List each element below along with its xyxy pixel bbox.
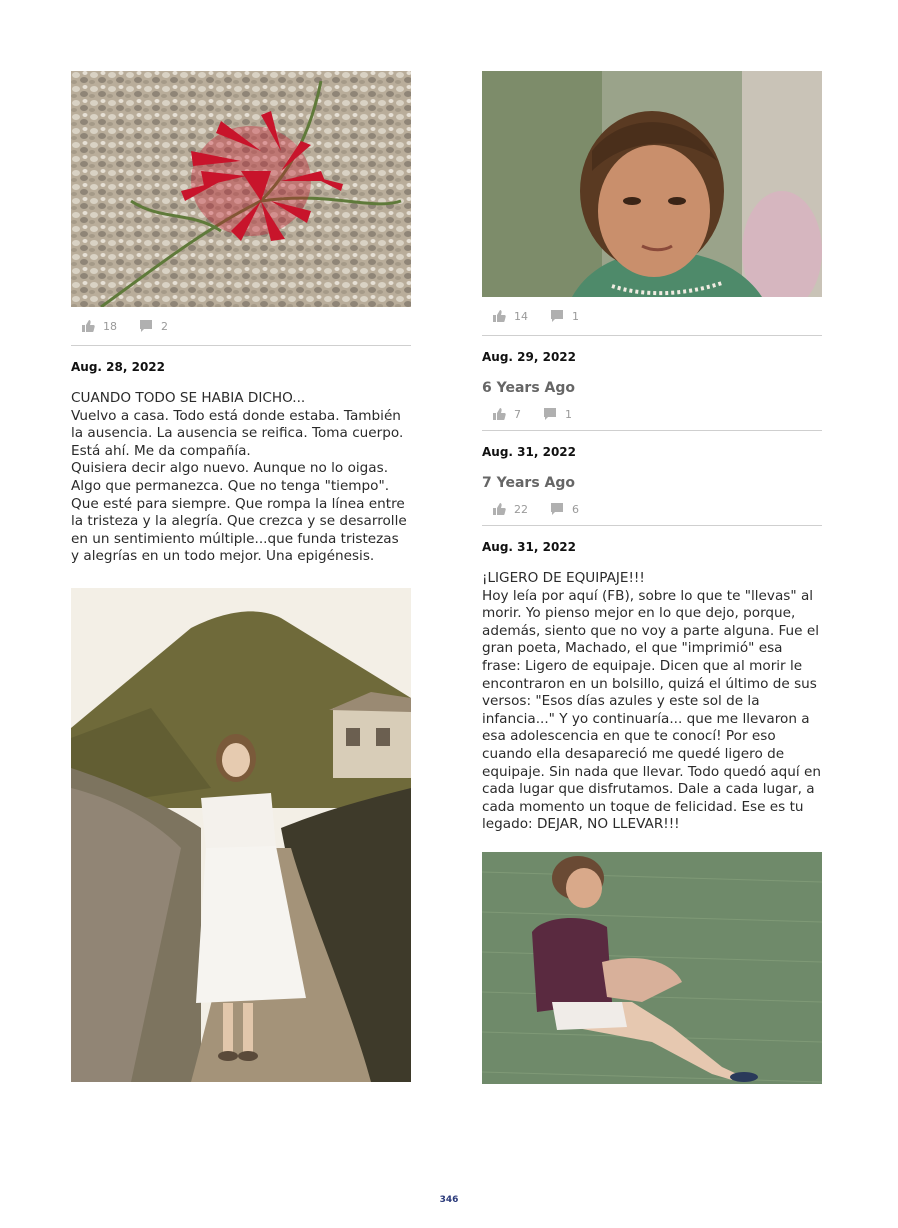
comment-count[interactable]: 1 [543,407,572,421]
woman-portrait-photo [482,71,822,297]
comment-count[interactable]: 2 [139,319,168,333]
memory-title: 7 Years Ago [482,475,575,491]
post-text: CUANDO TODO SE HABIA DICHO... Vuelvo a casa. Todo está donde estaba. También la ausencia. La ausencia se reifica. Toma cuerpo. Está ahí. Me da compañía. Quisiera decir algo nuevo. Aunque no lo oigas. Algo que permanezca. Que no tenga "tiempo". Que esté para siempre. Que rompa la línea entre la tristeza y la alegría. Que crezca y se desarrolle en un sentimiento múltiple...que funda tristezas y alegrías en un todo mejor. Una epigénesis. [71,390,407,565]
post-stats [482,297,822,336]
like-count[interactable]: 7 [492,407,521,421]
woman-sitting-in-grass-photo [482,852,822,1084]
like-count[interactable]: 18 [81,319,117,333]
woman-walking-on-path-photo [71,588,411,1082]
comment-bubble-icon [550,502,564,516]
post-text: ¡LIGERO DE EQUIPAJE!!! Hoy leía por aquí (FB), sobre lo que te "llevas" al morir. Yo pienso mejor en lo que dejo, porque, además, siento que no voy a parte alguna. Fue el gran poeta, Machado, el que "imprimió" esa frase: Ligero de equipaje. Dicen que al morir le encontraron en un bolsillo, quizá el último de sus versos: "Esos días azules y este sol de la infancia..." Y yo continuaría... que me llevaron a esa adolescencia en que te conocí! Por eso cuando ella desapareció me quedé ligero de equipaje. Sin nada que llevar. Todo quedó aquí en cada lugar que disfrutamos. Dale a cada lugar, a cada momento un toque de felicidad. Ese es tu legado: DEJAR, NO LLEVAR!!! [482,570,821,833]
thumbs-up-icon [492,407,506,421]
memory-stats [482,493,822,526]
thumbs-up-icon [492,502,506,516]
right-column [482,71,822,1084]
thumbs-up-icon [81,319,95,333]
comment-bubble-icon [139,319,153,333]
red-heather-flower-photo [71,71,411,307]
post-date: Aug. 29, 2022 [482,350,576,364]
comment-bubble-icon [550,309,564,323]
post-date: Aug. 31, 2022 [482,445,576,459]
page-number: 346 [439,1195,459,1205]
post-date: Aug. 28, 2022 [71,360,165,374]
post-date: Aug. 31, 2022 [482,540,576,554]
left-column [71,71,411,1082]
memory-stats [482,398,822,431]
like-count[interactable]: 14 [492,309,528,323]
comment-count[interactable]: 1 [550,309,579,323]
comment-bubble-icon [543,407,557,421]
thumbs-up-icon [492,309,506,323]
memory-title: 6 Years Ago [482,380,575,396]
comment-count[interactable]: 6 [550,502,579,516]
post-stats [71,307,411,346]
like-count[interactable]: 22 [492,502,528,516]
